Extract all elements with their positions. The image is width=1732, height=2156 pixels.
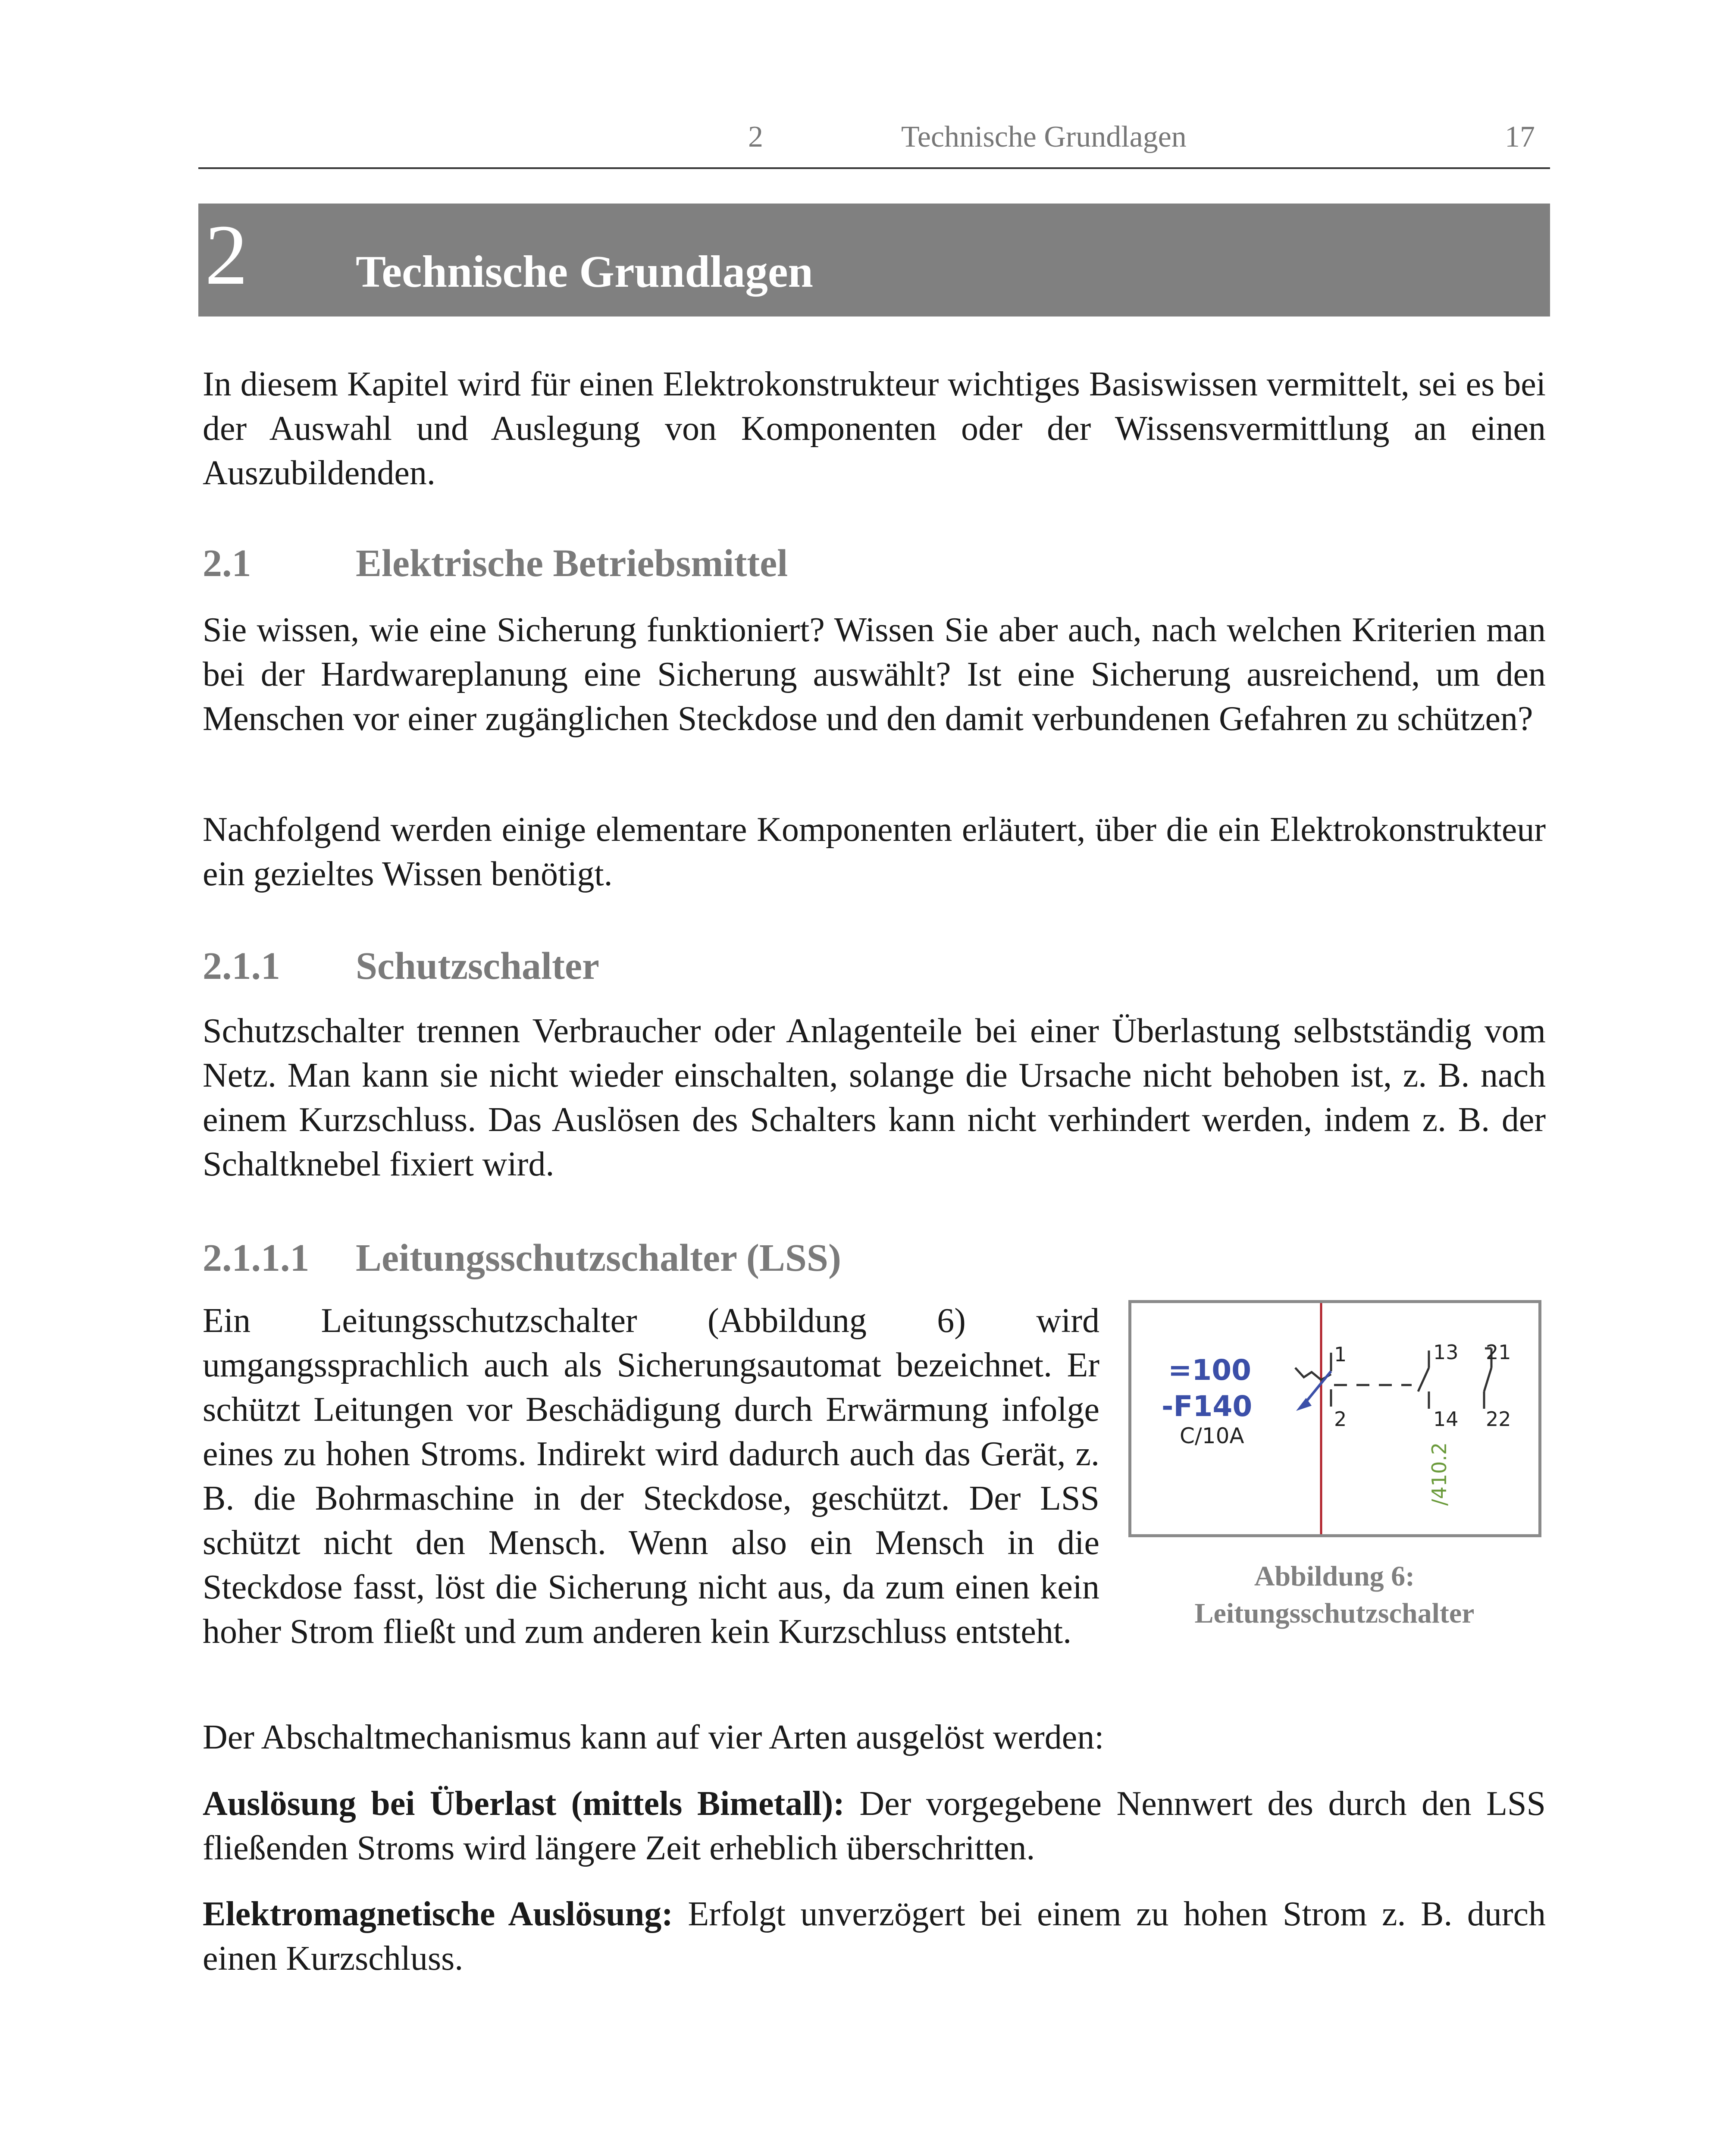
trigger-electromagnetic-label: Elektromagnetische Auslösung:: [203, 1895, 673, 1933]
trigger-overload-paragraph: [203, 1782, 1546, 1871]
aux-contact-13-14-blade: [1418, 1368, 1429, 1391]
rating-label: C/10A: [1180, 1423, 1244, 1448]
designation-plant: =100: [1168, 1354, 1252, 1387]
section-2-1-1-paragraph: Schutzschalter trennen Verbraucher oder Anlagenteile bei einer Überlastung selbstständig vom Netz. Man kann sie nicht wieder einschalten, solange die Ursache nicht behoben ist, z. B. nach einem Kurzschluss. Das Auslösen des Schalters kann nicht verhindert werden, indem z. B. der Schaltknebel fixiert wird.: [203, 1012, 1546, 1183]
trigger-electromagnetic-paragraph: [203, 1892, 1546, 1981]
figure-caption: Abbildung 6: Leitungsschutzschalter: [1194, 1561, 1475, 1629]
intro-paragraph: In diesem Kapitel wird für einen Elektrokonstrukteur wichtiges Basiswissen vermittelt, sei es bei der Auswahl und Auslegung von Komponenten oder der Wissensvermittlung an einen Auszubildenden.: [203, 365, 1546, 492]
terminal-21-label: 21: [1486, 1341, 1511, 1364]
trigger-overload-label: Auslösung bei Überlast (mittels Bimetall):: [203, 1785, 845, 1823]
arrow-head: [1296, 1398, 1312, 1411]
section-2-1-paragraph-2: Nachfolgend werden einige elementare Komponenten erläutert, über die ein Elektrokonstrukteur ein gezieltes Wissen benötigt.: [203, 811, 1546, 893]
section-2-1-1-1-number: 2.1.1.1: [203, 1237, 310, 1279]
terminal-1-label: 1: [1334, 1343, 1347, 1366]
running-header-chapter-title: Technische Grundlagen: [901, 120, 1187, 154]
section-2-1-1-number: 2.1.1: [203, 945, 280, 987]
trigger-electromagnetic-text: Erfolgt unverzögert bei einem zu hohen Strom z. B. durch einen Kurzschluss.: [203, 1895, 1546, 1977]
circuit-breaker-schematic: [1131, 1303, 1538, 1534]
chapter-number: 2: [205, 207, 248, 303]
header-rule: [198, 167, 1550, 169]
section-2-1-number: 2.1: [203, 542, 251, 585]
section-2-1-1-title: Schutzschalter: [356, 945, 599, 987]
running-header-chapter-number: 2: [748, 120, 763, 154]
section-2-1-1-1-title: Leitungsschutzschalter (LSS): [356, 1237, 841, 1279]
terminal-22-label: 22: [1486, 1407, 1511, 1431]
designation-device: -F140: [1162, 1390, 1253, 1423]
section-2-1-title: Elektrische Betriebsmittel: [356, 542, 788, 585]
section-2-1-1-1-paragraph: Ein Leitungsschutzschalter (Abbildung 6) wird umgangssprachlich auch als Sicherungsautomat bezeichnet. Er schützt Leitungen vor Beschädigung durch Erwärmung infolge eines zu hohen Stroms. Indirekt wird dadurch auch das Gerät, z. B. die Bohrmaschine in der Steckdose, geschützt. Der LSS schützt nicht den Mensch. Wenn also ein Mensch in die Steckdose fasst, löst die Sicherung nicht aus, da zum einen kein hoher Strom fließt und zum anderen kein Kurzschluss entsteht.: [203, 1302, 1099, 1651]
terminal-14-label: 14: [1433, 1407, 1459, 1431]
cross-reference-label: /410.2: [1428, 1442, 1451, 1506]
terminal-13-label: 13: [1433, 1341, 1459, 1364]
aux-contact-21-22-blade: [1484, 1368, 1491, 1391]
terminal-2-label: 2: [1334, 1407, 1347, 1431]
figure-circuit-breaker: [1128, 1300, 1541, 1537]
chapter-title: Technische Grundlagen: [356, 246, 813, 297]
running-header-page-number: 17: [1505, 120, 1535, 154]
section-2-1-paragraph-1: Sie wissen, wie eine Sicherung funktioniert? Wissen Sie aber auch, nach welchen Kriterien man bei der Hardwareplanung eine Sicherung auswählt? Ist eine Sicherung ausreichend, um den Menschen vor einer zugänglichen Steckdose und den damit verbundenen Gefahren zu schützen?: [203, 611, 1546, 738]
mechanism-intro-paragraph: Der Abschaltmechanismus kann auf vier Arten ausgelöst werden:: [203, 1718, 1104, 1756]
trigger-overload-text: Der vorgegebene Nennwert des durch den LSS fließenden Stroms wird längere Zeit erheblich überschritten.: [203, 1785, 1546, 1867]
